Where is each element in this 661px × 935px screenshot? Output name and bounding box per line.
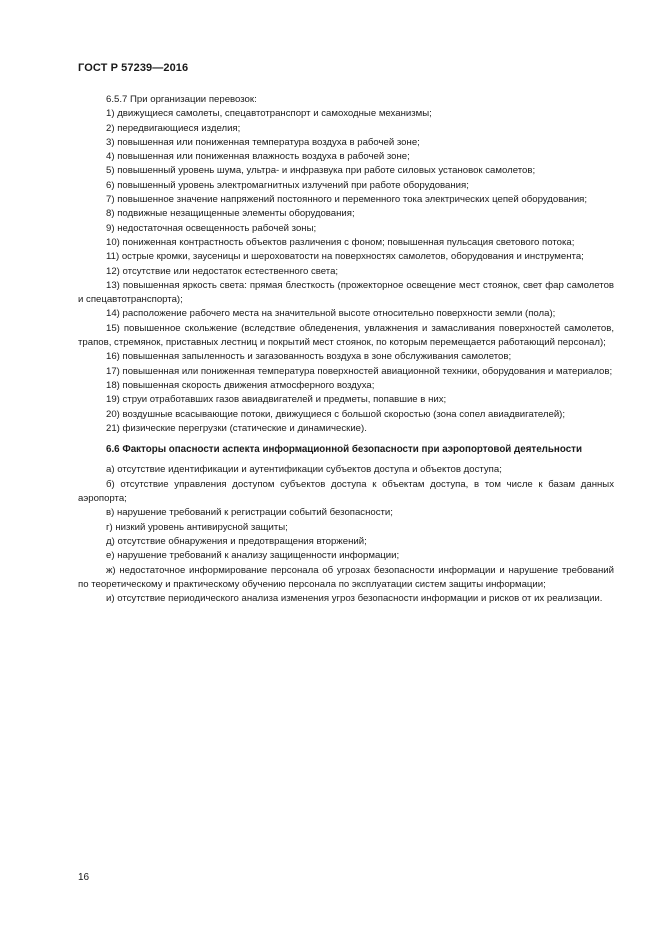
list-item: 14) расположение рабочего места на значительной высоте относительно поверхности земли (пола);: [106, 308, 556, 320]
list-item: 19) струи отработавших газов авиадвигателей и предметы, попавшие в них;: [106, 394, 447, 406]
list-item: 15) повышенное скольжение (вследствие обледенения, увлажнения и замасливания поверхностей самолетов, трапов, стремянок, приставных лестниц и покрытий мест стоянок, по которым перемещается работающий персонал);: [78, 322, 614, 349]
section-66-heading: 6.6 Факторы опасности аспекта информационной безопасности при аэропортовой деятельности: [106, 444, 582, 456]
list-item: 16) повышенная запыленность и загазованность воздуха в зоне обслуживания самолетов;: [106, 351, 512, 363]
list-item: 12) отсутствие или недостаток естественного света;: [106, 265, 339, 277]
list-item: г) низкий уровень антивирусной защиты;: [106, 521, 288, 533]
list-item: в) нарушение требований к регистрации событий безопасности;: [106, 507, 393, 519]
list-item: а) отсутствие идентификации и аутентификации субъектов доступа и объектов доступа;: [106, 464, 502, 476]
list-item: 4) повышенная или пониженная влажность воздуха в рабочей зоне;: [106, 151, 410, 163]
list-item: 13) повышенная яркость света: прямая блесткость (прожекторное освещение мест стоянок, свет фар самолетов и спецавтотранспорта);: [78, 279, 614, 306]
list-item: д) отсутствие обнаружения и предотвращения вторжений;: [106, 535, 367, 547]
list-item: 5) повышенный уровень шума, ультра- и инфразвука при работе силовых установок самолетов;: [106, 165, 536, 177]
list-item: 1) движущиеся самолеты, спецавтотранспорт и самоходные механизмы;: [106, 108, 432, 120]
list-item: 11) острые кромки, заусеницы и шероховатости на поверхностях самолетов, оборудования и инструмента;: [106, 251, 584, 263]
section-657-intro: 6.5.7 При организации перевозок:: [106, 94, 257, 105]
document-body: [78, 93, 614, 606]
list-item: 17) повышенная или пониженная температура поверхностей авиационной техники, оборудования и материалов;: [106, 365, 613, 377]
page-number: 16: [78, 872, 90, 883]
list-item: и) отсутствие периодического анализа изменения угроз безопасности информации и рисков от их реализации.: [106, 593, 603, 605]
list-item: 9) недостаточная освещенность рабочей зоны;: [106, 222, 317, 234]
list-item: 6) повышенный уровень электромагнитных излучений при работе оборудования;: [106, 179, 469, 191]
list-item: ж) недостаточное информирование персонала об угрозах безопасности информации и нарушение требований по теоретическому и практическому обучению персонала по эксплуатации систем защиты информации;: [78, 564, 614, 590]
list-item: 20) воздушные всасывающие потоки, движущиеся с большой скоростью (зона сопел авиадвигателей);: [106, 408, 566, 420]
document-header: ГОСТ Р 57239—2016: [78, 62, 189, 74]
list-item: е) нарушение требований к анализу защищенности информации;: [106, 550, 400, 562]
list-item: 3) повышенная или пониженная температура воздуха в рабочей зоне;: [106, 136, 420, 148]
list-item: 10) пониженная контрастность объектов различения с фоном; повышенная пульсация светового потока;: [106, 236, 575, 248]
list-item: 21) физические перегрузки (статические и динамические).: [106, 422, 367, 434]
list-item: 8) подвижные незащищенные элементы оборудования;: [106, 208, 355, 220]
list-item: б) отсутствие управления доступом субъектов доступа к объектам доступа, в том числе к базам данных аэропорта;: [78, 478, 614, 505]
list-item: 18) повышенная скорость движения атмосферного воздуха;: [106, 379, 375, 391]
list-item: 2) передвигающиеся изделия;: [106, 122, 241, 134]
list-item: 7) повышенное значение напряжений постоянного и переменного тока электрических цепей оборудования;: [106, 194, 588, 206]
